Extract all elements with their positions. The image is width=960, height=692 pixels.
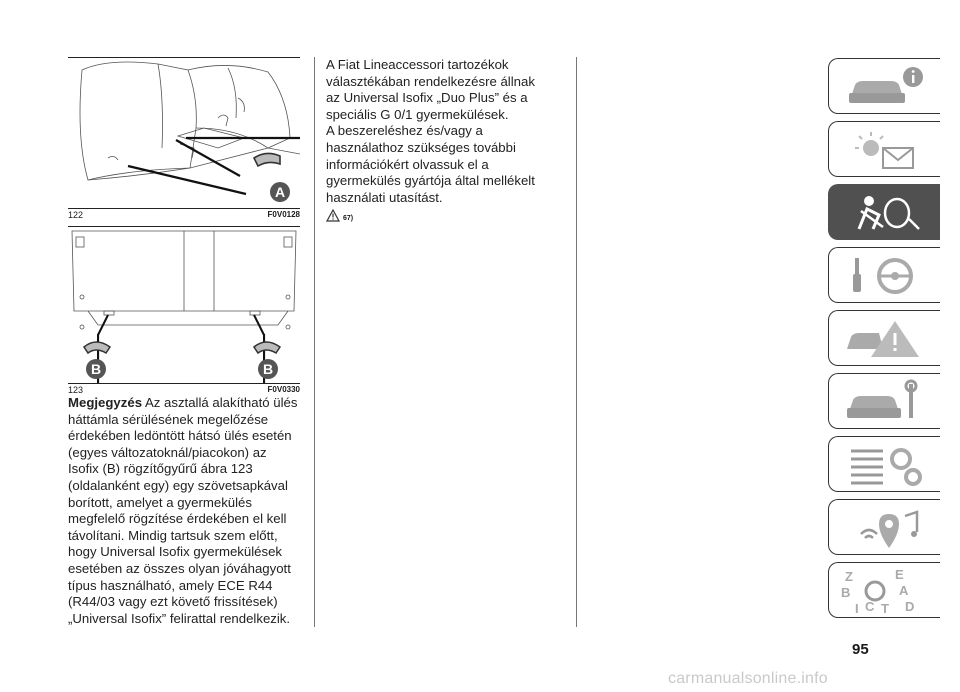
- callout-a-letter: A: [274, 184, 286, 200]
- index-letter: B: [841, 585, 851, 600]
- multimedia-icon: [839, 504, 929, 552]
- index-letter: C: [865, 599, 875, 614]
- isofix-anchor-b-illustration: [68, 227, 300, 383]
- watermark[interactable]: carmanualsonline.info: [668, 670, 828, 687]
- figure-number: 123: [68, 385, 84, 395]
- note-lead: Megjegyzés: [68, 395, 143, 410]
- car-info-icon: [839, 63, 929, 111]
- tab-car-info[interactable]: [828, 58, 940, 114]
- figure-number: 122: [68, 210, 84, 220]
- column-divider: [576, 57, 577, 627]
- index-letter: Z: [845, 569, 853, 584]
- page-number: 95: [852, 641, 869, 658]
- lineaccessori-paragraph: A Fiat Lineaccessori tartozékok választékában rendelkezésre állnak az Universal Isofix „Duo Plus” és a speciális G 0/1 gyermekülések. A beszereléshez és/vagy a használathoz szükséges további információkért olvassuk el a gyermekülés gyártója által mellékelt használati utasítást.: [326, 57, 535, 205]
- callout-b-letter: B: [262, 361, 274, 377]
- index-letter: T: [881, 601, 889, 615]
- index-letter: I: [855, 601, 859, 615]
- figure-123: [68, 226, 300, 384]
- warning-reference: [326, 209, 353, 222]
- tab-dashboard-lights[interactable]: [828, 121, 940, 177]
- warning-ref-number: 67): [343, 215, 354, 222]
- tab-maintenance[interactable]: [828, 373, 940, 429]
- alphabetical-index-icon: [839, 567, 929, 615]
- index-letter: E: [895, 567, 904, 582]
- index-letter: D: [905, 599, 915, 614]
- isofix-note-paragraph: [68, 395, 304, 627]
- index-letter: A: [899, 583, 909, 598]
- figure-code: F0V0330: [267, 385, 300, 394]
- figure-123-caption: [68, 385, 300, 395]
- tab-emergency[interactable]: [828, 310, 940, 366]
- figure-122-caption: [68, 210, 300, 220]
- warning-triangle-icon: [326, 209, 340, 222]
- callout-b-letter: B: [90, 361, 102, 377]
- car-wrench-icon: [839, 378, 929, 426]
- figure-code: F0V0128: [267, 210, 300, 219]
- dashboard-lights-icon: [839, 126, 929, 174]
- tab-multimedia[interactable]: [828, 499, 940, 555]
- key-steering-wheel-icon: [839, 252, 929, 300]
- note-body: Az asztallá alakítható ülés háttámla sérülésének megelőzése érdekében ledöntött hátsó ülés esetén (egyes változatoknál/piacokon) az Isofix (B) rögzítőgyűrű ábra 123 (oldalanként egy) egy szövetsapkával borított, amelyet a gyermekülés megfelelő rögzítése érdekében el kell távolítani. Mindig tartsuk szem előtt, hogy Universal Isofix gyermekülések esetében az összes olyan jóváhagyott típus használható, amely ECE R44 (R44/03 vagy ezt követő frissítések) „Universal Isofix” felirattal rendelkezik.: [68, 395, 298, 626]
- airbag-seatbelt-icon: [839, 189, 929, 237]
- column-divider: [314, 57, 315, 627]
- tab-starting-driving[interactable]: [828, 247, 940, 303]
- figure-122: [68, 57, 300, 209]
- tab-safety[interactable]: [828, 184, 940, 240]
- tab-index[interactable]: [828, 562, 940, 618]
- isofix-anchor-a-illustration: [68, 58, 300, 208]
- technical-data-gears-icon: [839, 441, 929, 489]
- car-warning-triangle-icon: [839, 315, 929, 363]
- tab-technical-data[interactable]: [828, 436, 940, 492]
